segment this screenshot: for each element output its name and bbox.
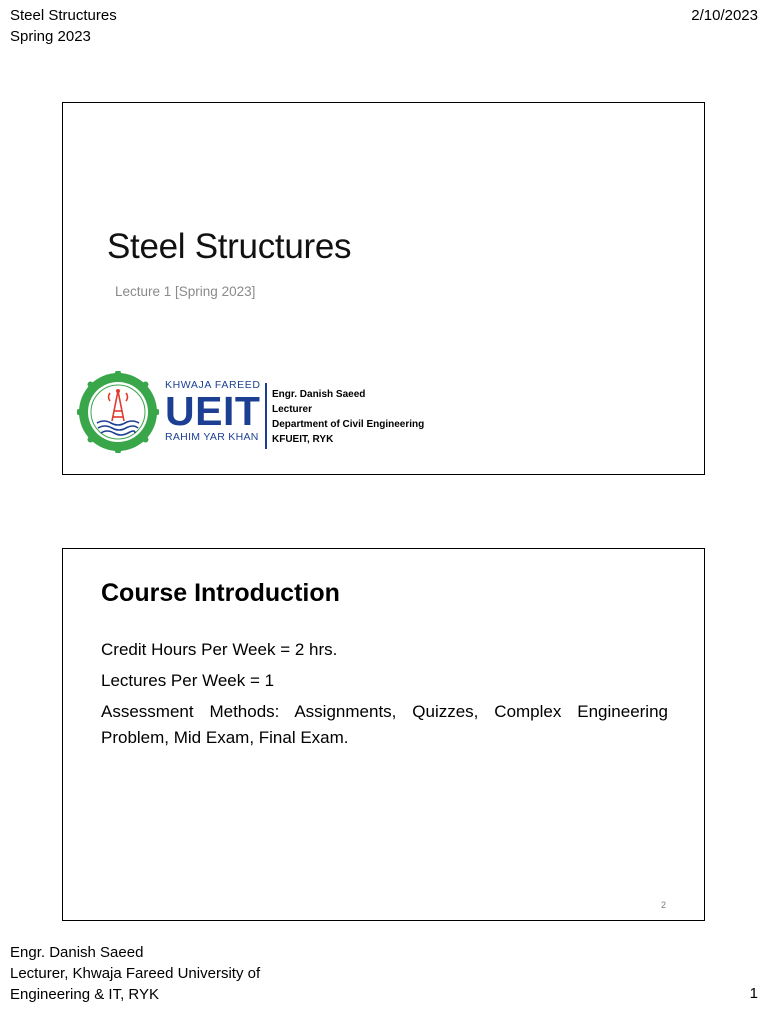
author-department: Department of Civil Engineering <box>272 419 425 430</box>
author-institution: KFUEIT, RYK <box>272 434 334 445</box>
page-footer-left <box>10 942 260 1005</box>
slide-2 <box>62 548 705 921</box>
body-line: Lectures Per Week = 1 <box>101 671 275 690</box>
slide-number: 2 <box>660 900 666 910</box>
university-seal-icon <box>77 371 159 453</box>
university-brand <box>165 379 265 443</box>
slide-subtitle: Lecture 1 [Spring 2023] <box>115 284 256 299</box>
header-term: Spring 2023 <box>10 28 91 45</box>
slide-title: Course Introduction <box>101 579 340 607</box>
footer-affiliation-cont: Engineering & IT, RYK <box>10 986 159 1003</box>
slide-body <box>101 637 668 756</box>
header-course: Steel Structures <box>10 7 117 24</box>
author-role: Lecturer <box>272 404 313 415</box>
brand-name-top: KHWAJA FAREED <box>165 379 261 391</box>
brand-location: RAHIM YAR KHAN <box>165 431 259 443</box>
slide-1 <box>62 102 705 475</box>
page-header-left <box>10 5 117 47</box>
slide-title: Steel Structures <box>107 227 352 266</box>
body-line: Assessment Methods: Assignments, Quizzes, Complex Engineering Problem, Mid Exam, Final Exam. <box>101 702 668 747</box>
brand-divider <box>265 383 267 449</box>
page-number: 1 <box>749 985 758 1002</box>
brand-acronym: UEIT <box>165 388 261 434</box>
body-line: Credit Hours Per Week = 2 hrs. <box>101 640 338 659</box>
header-date: 2/10/2023 <box>691 7 758 24</box>
footer-author: Engr. Danish Saeed <box>10 944 144 961</box>
author-block <box>272 387 424 447</box>
author-name: Engr. Danish Saeed <box>272 389 366 400</box>
footer-affiliation: Lecturer, Khwaja Fareed University of <box>10 965 261 982</box>
